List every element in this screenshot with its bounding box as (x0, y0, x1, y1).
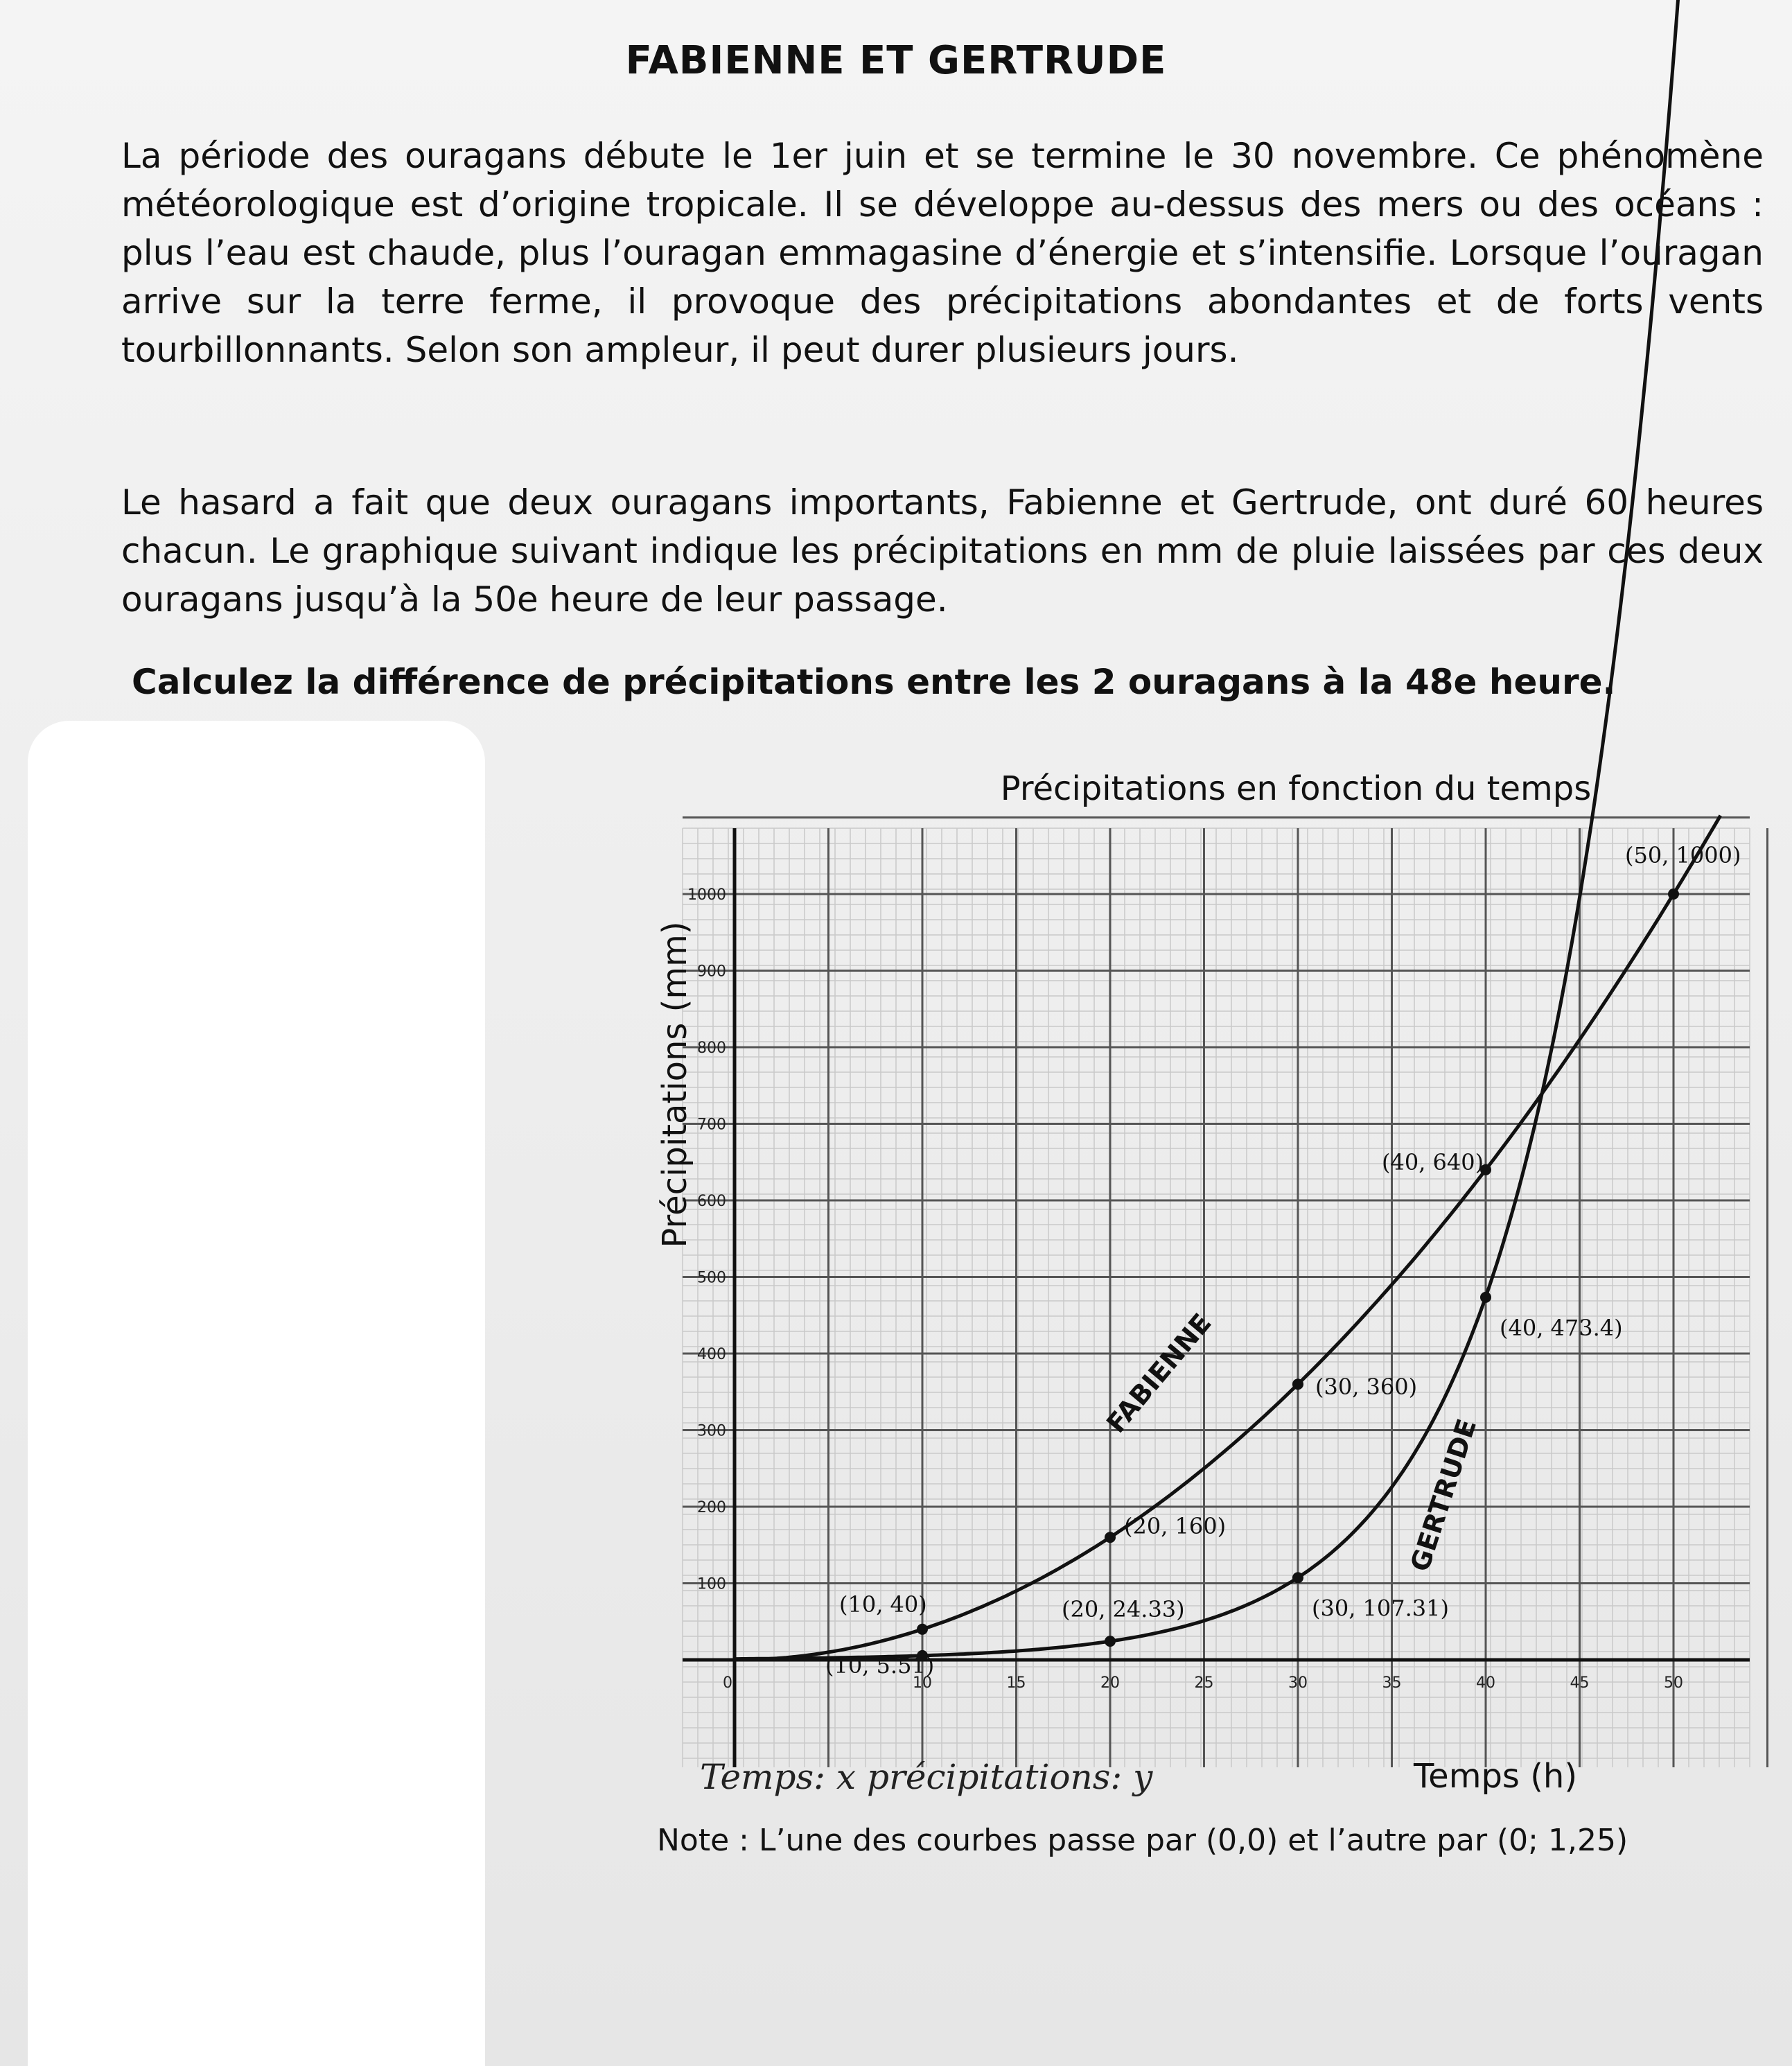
data-label-fabienne: (50, 1000) (1625, 842, 1741, 868)
y-tick-label: 400 (697, 1346, 726, 1363)
x-tick-label: 25 (1194, 1674, 1214, 1692)
data-point-gertrude (1292, 1572, 1303, 1583)
data-label-fabienne: (40, 640) (1382, 1148, 1484, 1175)
data-point-fabienne (917, 1624, 928, 1635)
data-label-gertrude: (10, 5.51) (825, 1652, 935, 1679)
data-point-fabienne (1105, 1532, 1116, 1543)
data-point-gertrude (1480, 1292, 1491, 1303)
x-tick-label: 30 (1288, 1674, 1308, 1692)
data-label-fabienne: (20, 160) (1124, 1513, 1227, 1540)
data-point-fabienne (1292, 1378, 1303, 1390)
data-label-gertrude: (30, 107.31) (1312, 1595, 1449, 1622)
intro-paragraph-2: Le hasard a fait que deux ouragans importants, Fabienne et Gertrude, ont duré 60 heures chacun. Le graphique suivant indique les précipitations en mm de pluie laissées par ces deux ouragans jusqu’à la 50e heure de leur passage. (121, 482, 1764, 620)
data-point-gertrude (1105, 1636, 1116, 1647)
page-title: FABIENNE ET GERTRUDE (625, 38, 1167, 83)
x-tick-label: 10 (913, 1674, 932, 1692)
data-label-gertrude: (20, 24.33) (1062, 1596, 1185, 1623)
data-label-gertrude: (40, 473.4) (1500, 1314, 1623, 1341)
y-tick-label: 600 (697, 1193, 726, 1210)
data-point-fabienne (1668, 888, 1679, 900)
footnote: Note : L’une des courbes passe par (0,0) et l’autre par (0; 1,25) (657, 1823, 1628, 1858)
y-tick-label: 900 (697, 963, 726, 981)
intro-paragraph-1: La période des ouragans débute le 1er juin et se termine le 30 novembre. Ce phénomène météorologique est d’origine tropicale. Il se développe au-dessus des mers ou des océans : plus l’eau est chaude, plus l’ouragan emmagasine d’énergie et s’intensifie. Lorsque l’ouragan arrive sur la terre ferme, il provoque des précipitations abondantes et de forts vents tourbillonnants. Selon son ampleur, il peut durer plusieurs jours. (121, 136, 1764, 370)
y-tick-label: 700 (697, 1116, 726, 1134)
y-tick-label: 100 (697, 1575, 726, 1593)
x-axis-label: Temps (h) (1414, 1757, 1578, 1796)
series-label-fabienne: FABIENNE (1100, 1307, 1218, 1439)
y-axis-label: Précipitations (mm) (656, 921, 694, 1248)
handwritten-note: Temps: x précipitations: y (700, 1757, 1153, 1797)
x-tick-label: 15 (1006, 1674, 1026, 1692)
y-tick-label: 800 (697, 1040, 726, 1057)
x-tick-label: 50 (1664, 1674, 1683, 1692)
y-tick-label: 200 (697, 1499, 726, 1516)
x-tick-label: 40 (1476, 1674, 1495, 1692)
x-tick-label: 0 (723, 1674, 732, 1692)
series-label-gertrude: GERTRUDE (1404, 1415, 1483, 1575)
question-text: Calculez la différence de précipitations entre les 2 ouragans à la 48e heure. (132, 662, 1616, 702)
x-tick-label: 45 (1570, 1674, 1590, 1692)
x-tick-label: 35 (1382, 1674, 1402, 1692)
y-tick-label: 500 (697, 1269, 726, 1287)
y-tick-label: 1000 (687, 886, 726, 904)
data-label-fabienne: (30, 360) (1315, 1374, 1418, 1401)
y-tick-label: 300 (697, 1422, 726, 1440)
curve-gertrude (735, 0, 1692, 1659)
chart-title: Précipitations en fonction du temps (1000, 769, 1592, 808)
x-tick-label: 20 (1100, 1674, 1120, 1692)
data-label-fabienne: (10, 40) (839, 1591, 927, 1618)
